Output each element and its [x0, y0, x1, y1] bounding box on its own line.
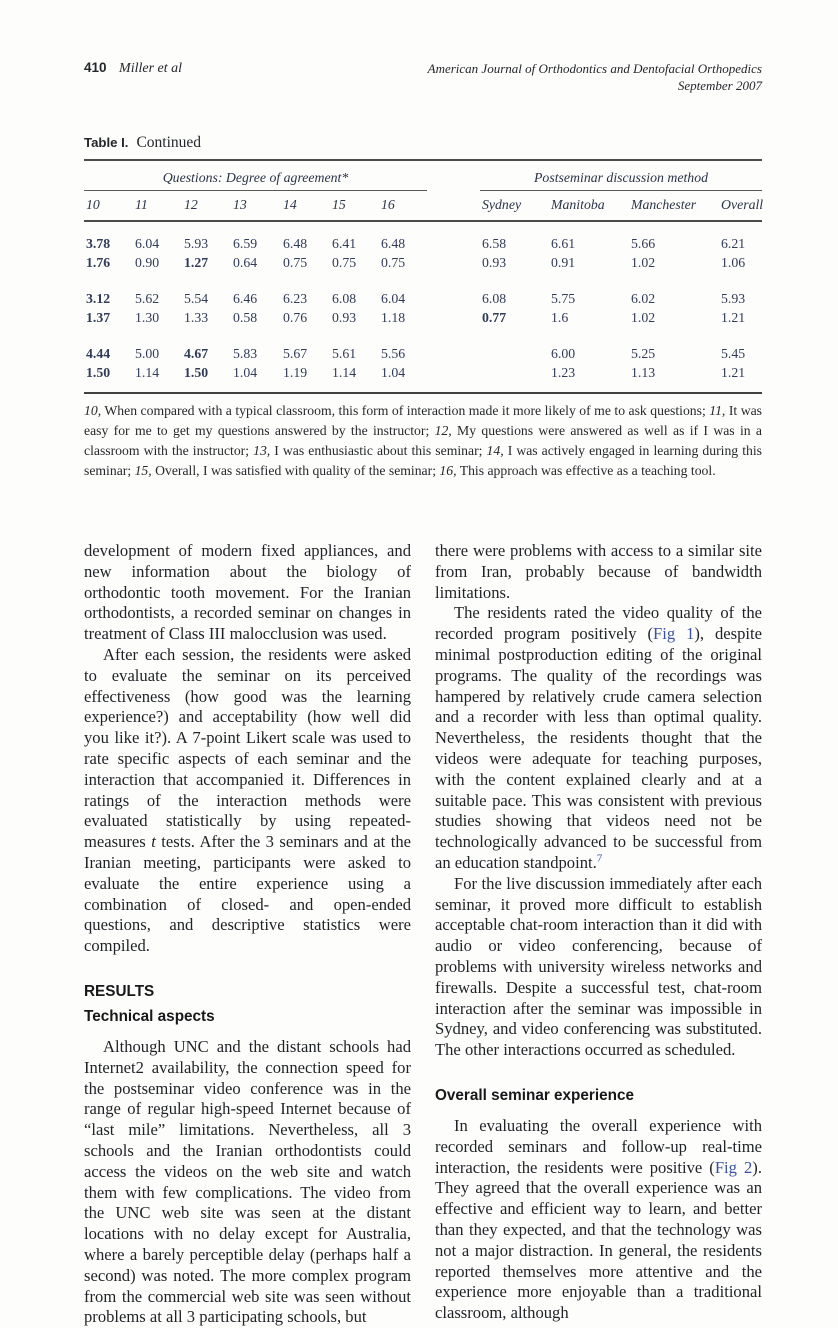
table-row [84, 309, 762, 328]
table-cell: 6.08 [482, 291, 507, 306]
table-cell: 6.02 [631, 291, 656, 306]
column-header: Overall [721, 197, 764, 212]
body-paragraph [84, 645, 411, 957]
table-cell: 1.19 [283, 364, 308, 380]
table-cell: 3.78 [86, 236, 111, 251]
table-cell: 6.58 [482, 236, 507, 251]
table-cell: 6.46 [233, 291, 258, 306]
table-cell: 4.44 [86, 346, 111, 361]
table-cell: 6.61 [551, 236, 576, 251]
table-cell: 5.54 [184, 291, 209, 306]
body-paragraph [435, 603, 762, 873]
table-cell: 1.23 [551, 364, 576, 380]
text-run: ), despite minimal postproduction editing of the original programs. The quality of the recordings was hampered by relatively crude camera selection and a recorder with less than optimal quality. Nevertheless, the residents thought that the videos were adequate for teaching purposes, with the content explained clearly and at a suitable pace. This was consistent with previous studies showing that videos need not be technologically advanced to be successful from an education standpoint. [435, 624, 762, 872]
table-cell: 1.6 [551, 309, 569, 325]
subsection-heading: Overall seminar experience [435, 1086, 634, 1104]
right-column [435, 541, 762, 1328]
table-cell: 0.76 [283, 309, 308, 325]
italic-run: 12, [434, 423, 452, 438]
table-cell: 0.77 [482, 309, 507, 325]
section-heading: RESULTS [84, 982, 155, 1000]
table-cell: 1.21 [721, 364, 746, 380]
text-run: When compared with a typical classroom, this form of interaction made it more likely of me to ask questions; [101, 403, 710, 418]
body-paragraph [435, 874, 762, 1061]
table-row [84, 345, 762, 364]
body-paragraph [84, 1037, 411, 1328]
column-header: 15 [332, 197, 346, 212]
left-column [84, 541, 411, 1328]
table-cell: 1.50 [184, 364, 209, 380]
table-cell: 6.59 [233, 236, 258, 251]
column-header: Sydney [482, 197, 522, 212]
table-cell: 1.76 [86, 254, 111, 270]
table-cell: 5.93 [721, 291, 746, 306]
table-cell: 1.14 [135, 364, 160, 380]
table-cell [480, 345, 549, 364]
table-cell: 5.67 [283, 346, 308, 361]
text-run: there were problems with access to a similar site from Iran, probably because of bandwidth limitations. [435, 541, 762, 602]
table-cell: 0.58 [233, 309, 258, 325]
text-run: development of modern fixed appliances, and new information about the biology of orthodontic tooth movement. For the Iranian orthodontists, a recorded seminar on changes in treatment of Class III malocclusion was used. [84, 541, 411, 644]
table-cell: 1.33 [184, 309, 209, 325]
table-cell: 1.21 [721, 309, 746, 325]
table-cell: 6.00 [551, 346, 576, 361]
text-run: tests. After the 3 seminars and at the Iranian meeting, participants were asked to evaluate the entire experience using a combination of closed- and open-ended questions, and descriptive statistics were compiled. [84, 832, 411, 956]
body-paragraph [435, 1116, 762, 1324]
text-run: Although UNC and the distant schools had Internet2 availability, the connection speed for the postseminar video conference was in the range of regular high-speed Internet because of “last mile” limitations. Nevertheless, all 3 schools and the Iranian orthodontists could access the videos on the web site and watch them with few complications. The video from the UNC web site was seen at the distant locations with no delay except for Australia, where a barely perceptible delay (perhaps half a second) was noted. The more complex program from the commercial web site was seen without problems at all 3 participating schools, but [84, 1036, 411, 1327]
body-columns [84, 541, 762, 1328]
text-run: For the live discussion immediately after each seminar, it proved more difficult to establish acceptable chat-room interaction than it did with audio or video conferencing, because of problems with university wireless networks and firewalls. Despite a successful test, chat-room interaction after the seminar was impossible in Sydney, and video conferencing was substituted. The other interactions occurred as scheduled. [435, 873, 762, 1060]
table-cell: 1.04 [381, 364, 406, 380]
table-row [84, 254, 762, 273]
issue-date: September 2007 [677, 78, 762, 93]
table-cell: 0.90 [135, 254, 160, 270]
table-cell: 5.25 [631, 346, 656, 361]
italic-run: t [151, 832, 156, 852]
body-paragraph [435, 541, 762, 603]
column-header: Manchester [631, 197, 697, 212]
table-cell: 6.48 [381, 236, 406, 251]
text-run: This approach was effective as a teaching tool. [456, 463, 716, 478]
table-label: Table I. [84, 135, 129, 150]
running-header-left [84, 60, 182, 77]
column-header: 14 [283, 197, 297, 212]
italic-run: 10, [84, 403, 102, 418]
table-cell: 6.04 [381, 291, 406, 306]
table-cell: 6.48 [283, 236, 308, 251]
text-run: I was actively engaged in learning during this seminar; [84, 443, 762, 478]
table-cell: 0.75 [283, 254, 308, 270]
table-cell: 6.08 [332, 291, 357, 306]
table-cell: 3.12 [86, 291, 111, 306]
table-cell: 5.75 [551, 291, 576, 306]
table-cell: 6.41 [332, 236, 357, 251]
italic-run: 15, [134, 463, 152, 478]
table-cell: 1.37 [86, 309, 111, 325]
table-caption [84, 134, 762, 152]
spanner-questions: Questions: Degree of agreement* [84, 170, 427, 191]
table-row [84, 290, 762, 309]
column-header: 13 [233, 197, 247, 212]
table-cell: 1.27 [184, 254, 209, 270]
table-cell: 5.00 [135, 346, 160, 361]
table-cell: 6.23 [283, 291, 308, 306]
italic-run: 16, [439, 463, 457, 478]
table-footnote [84, 401, 762, 481]
table-cell: 0.75 [332, 254, 357, 270]
table-cell: 0.64 [233, 254, 258, 270]
table-cell: 1.30 [135, 309, 160, 325]
table-cell: 5.66 [631, 236, 656, 251]
table-cell: 5.83 [233, 346, 258, 361]
table-cell: 1.50 [86, 364, 111, 380]
table-cell: 5.62 [135, 291, 160, 306]
italic-run: 11, [709, 403, 726, 418]
running-header-right [428, 60, 762, 94]
text-run: My questions were answered as well as if I was in a classroom with the instructor; [84, 423, 762, 458]
data-table [84, 159, 762, 394]
table-cell: 6.04 [135, 236, 160, 251]
subsection-heading: Technical aspects [84, 1007, 215, 1025]
body-paragraph [84, 541, 411, 645]
table-cell: 1.06 [721, 254, 746, 270]
table-cell: 1.13 [631, 364, 656, 380]
table-cell: 1.02 [631, 309, 656, 325]
table-cell: 5.56 [381, 346, 406, 361]
text-run: The residents rated the video quality of the recorded program positively ( [435, 603, 762, 644]
column-header: 10 [86, 197, 100, 212]
figure-link[interactable]: Fig 2 [714, 1157, 753, 1177]
running-header [84, 60, 762, 94]
italic-run: 13, [253, 443, 271, 458]
journal-title: American Journal of Orthodontics and Dentofacial Orthopedics [427, 61, 762, 76]
table-cell: 4.67 [184, 346, 209, 361]
column-header: 12 [184, 197, 198, 212]
text-run: In evaluating the overall experience with recorded seminars and follow-up real-time interaction, the residents were positive ( [435, 1115, 762, 1177]
page-number: 410 [84, 60, 107, 75]
table-cell: 5.61 [332, 346, 357, 361]
text-run: I was enthusiastic about this seminar; [270, 443, 487, 458]
table-cell: 1.14 [332, 364, 357, 380]
figure-link[interactable]: Fig 1 [653, 624, 695, 644]
table-cell: 5.93 [184, 236, 209, 251]
column-header: Manitoba [551, 197, 605, 212]
column-header: 11 [135, 197, 148, 212]
text-run: Overall, I was satisfied with quality of the seminar; [151, 463, 440, 478]
reference-link[interactable]: 7 [596, 852, 603, 865]
table-cell: 5.45 [721, 346, 746, 361]
table-cell: 6.21 [721, 236, 746, 251]
text-run: After each session, the residents were asked to evaluate the seminar on its perceived effectiveness (how good was the learning experience?) and acceptability (how well did you like it?). A 7-point Likert scale was used to rate specific aspects of each seminar and the interaction that accompanied it. Differences in ratings of the interaction methods were evaluated statistically by using repeated-measures [84, 644, 411, 852]
table-cell: 1.02 [631, 254, 656, 270]
column-header: 16 [381, 197, 395, 212]
table-row [84, 235, 762, 254]
table-cell: 0.91 [551, 254, 576, 270]
table-label-continued: Continued [136, 134, 202, 151]
table-cell: 0.93 [332, 309, 357, 325]
table-row [84, 364, 762, 383]
table-cell [480, 364, 549, 383]
text-run: ). They agreed that the overall experience was an effective and efficient way to learn, and better than they expected, and that the technology was not a major distraction. In general, the residents reported themselves more attentive and the experience more enjoyable than a traditional classroom, although [435, 1157, 762, 1323]
spanner-discussion-method: Postseminar discussion method [480, 170, 762, 191]
table-cell: 1.04 [233, 364, 258, 380]
table-cell: 0.93 [482, 254, 507, 270]
running-authors: Miller et al [119, 61, 183, 76]
table-cell: 1.18 [381, 309, 406, 325]
text-run: It was easy for me to get my questions answered by the instructor; [84, 403, 762, 438]
italic-run: 14, [486, 443, 504, 458]
table-cell: 0.75 [381, 254, 406, 270]
